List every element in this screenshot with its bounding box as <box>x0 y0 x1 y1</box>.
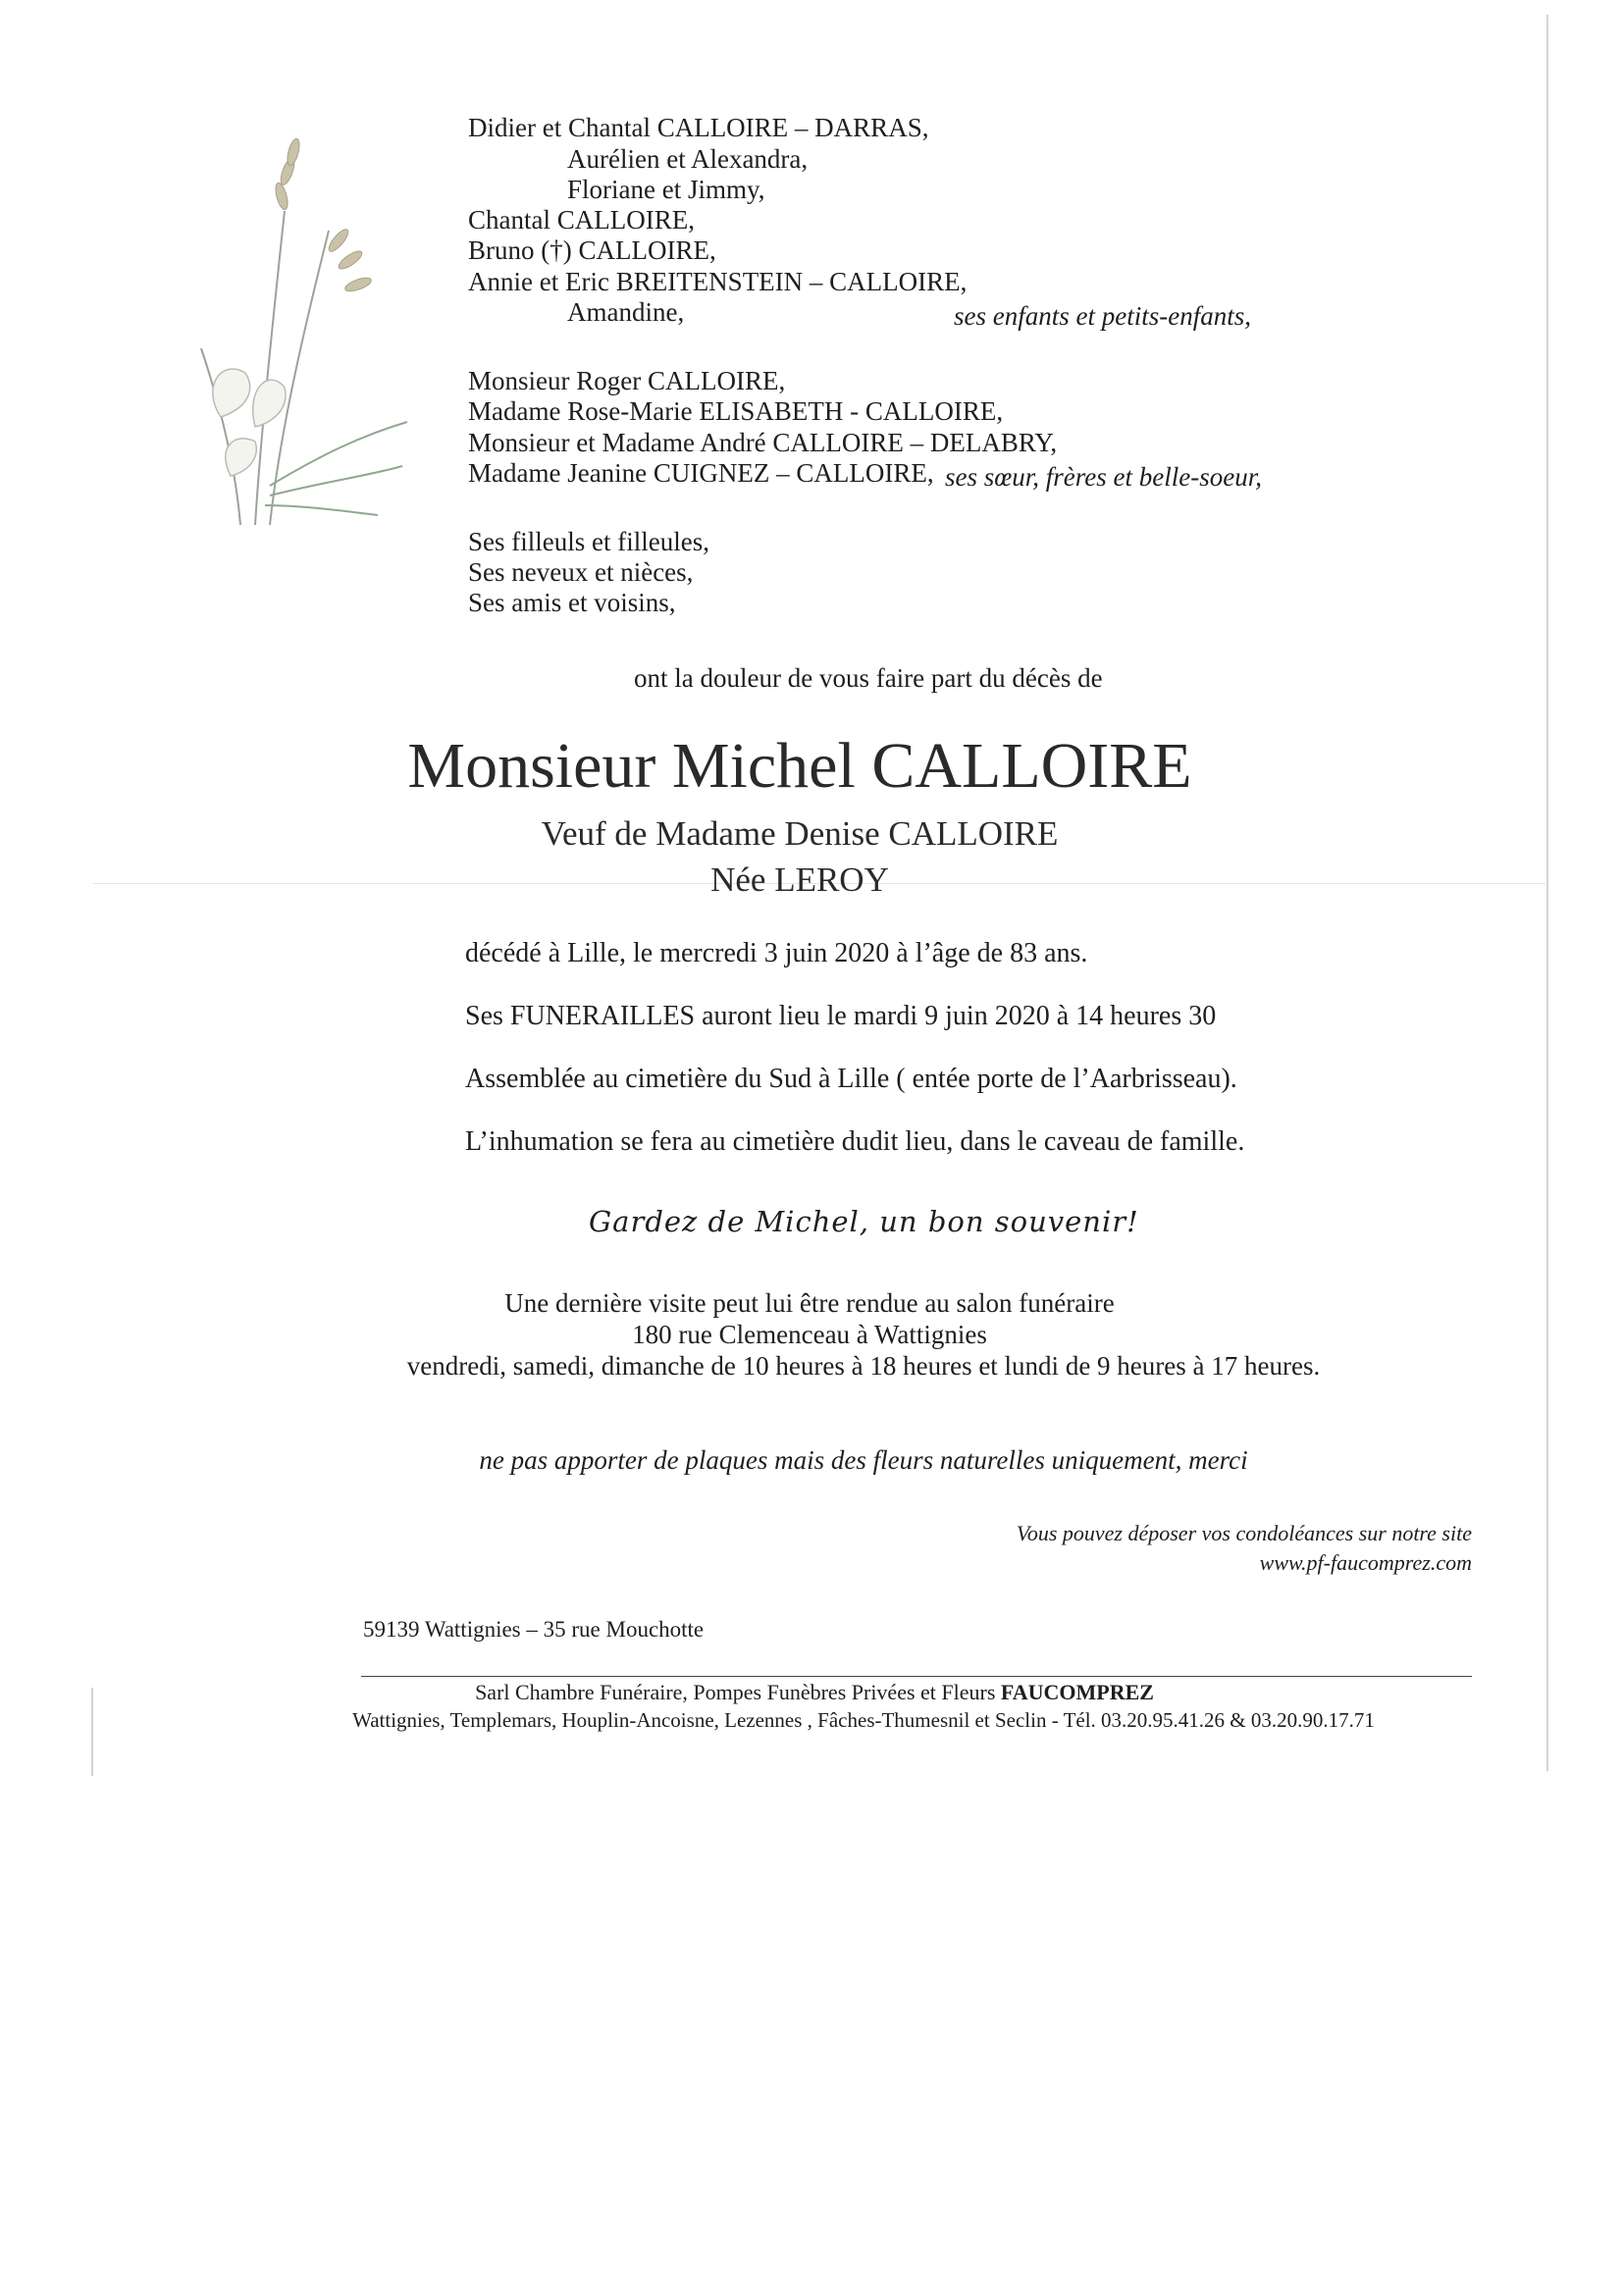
relatives-line: Ses filleuls et filleules, <box>468 527 709 556</box>
relatives-line: Ses amis et voisins, <box>468 588 676 617</box>
scan-edge-right <box>1546 15 1548 1771</box>
lily-and-wheat-icon <box>162 93 417 535</box>
funeral-detail: Ses FUNERAILLES auront lieu le mardi 9 juin 2020 à 14 heures 30 <box>465 1001 1217 1031</box>
family-line: Didier et Chantal CALLOIRE – DARRAS, <box>468 113 929 142</box>
family-line: Bruno (†) CALLOIRE, <box>468 235 716 265</box>
address: 59139 Wattignies – 35 rue Mouchotte <box>363 1617 705 1642</box>
flowers-note: ne pas apporter de plaques mais des fleurs naturelles uniquement, merci <box>479 1445 1248 1475</box>
announcement: ont la douleur de vous faire part du décès de <box>634 663 1103 693</box>
sibling-line: Madame Rose-Marie ELISABETH - CALLOIRE, <box>468 396 1004 426</box>
visit-hours: vendredi, samedi, dimanche de 10 heures à 18 heures et lundi de 9 heures à 17 heures. <box>406 1351 1321 1381</box>
sibling-line: Monsieur Roger CALLOIRE, <box>468 366 786 395</box>
widower-of: Veuf de Madame Denise CALLOIRE <box>541 814 1059 853</box>
sibling-line: Madame Jeanine CUIGNEZ – CALLOIRE, <box>468 458 934 488</box>
footer-company <box>393 1680 1236 1705</box>
footer-locations: Wattignies, Templemars, Houplin-Ancoisne, Lezennes , Fâches-Thumesnil et Seclin - Tél. 03.20.95.41.26 & 03.20.90.17.71 <box>352 1708 1375 1732</box>
maiden-name: Née LEROY <box>710 861 889 899</box>
burial-detail: L’inhumation se fera au cimetière dudit lieu, dans le caveau de famille. <box>465 1126 1245 1157</box>
condolences-text: Vous pouvez déposer vos condoléances sur notre site <box>1016 1521 1472 1545</box>
visit-line: Une dernière visite peut lui être rendue au salon funéraire <box>504 1288 1115 1318</box>
family-line: Floriane et Jimmy, <box>567 175 765 204</box>
deceased-name: Monsieur Michel CALLOIRE <box>407 730 1192 802</box>
footer-divider <box>361 1676 1472 1677</box>
death-detail: décédé à Lille, le mercredi 3 juin 2020 à l’âge de 83 ans. <box>465 938 1088 968</box>
relatives-line: Ses neveux et nièces, <box>468 557 694 587</box>
siblings-caption: ses sœur, frères et belle-soeur, <box>945 462 1262 492</box>
company-name: FAUCOMPREZ <box>1000 1680 1154 1704</box>
scan-edge-left <box>91 1688 93 1776</box>
condolences-site: www.pf-faucomprez.com <box>1259 1550 1472 1575</box>
family-line: Annie et Eric BREITENSTEIN – CALLOIRE, <box>468 267 968 296</box>
family-line: Aurélien et Alexandra, <box>567 144 809 174</box>
company-prefix: Sarl Chambre Funéraire, Pompes Funèbres Privées et Fleurs <box>475 1680 996 1704</box>
assembly-detail: Assemblée au cimetière du Sud à Lille ( entée porte de l’Aarbrisseau). <box>465 1064 1237 1094</box>
family-line: Amandine, <box>567 297 685 327</box>
visit-line: 180 rue Clemenceau à Wattignies <box>632 1320 987 1349</box>
sibling-line: Monsieur et Madame André CALLOIRE – DELABRY, <box>468 428 1058 457</box>
family-line: Chantal CALLOIRE, <box>468 205 695 235</box>
children-caption: ses enfants et petits-enfants, <box>954 301 1251 331</box>
remembrance-quote: Gardez de Michel, un bon souvenir! <box>589 1205 1139 1238</box>
